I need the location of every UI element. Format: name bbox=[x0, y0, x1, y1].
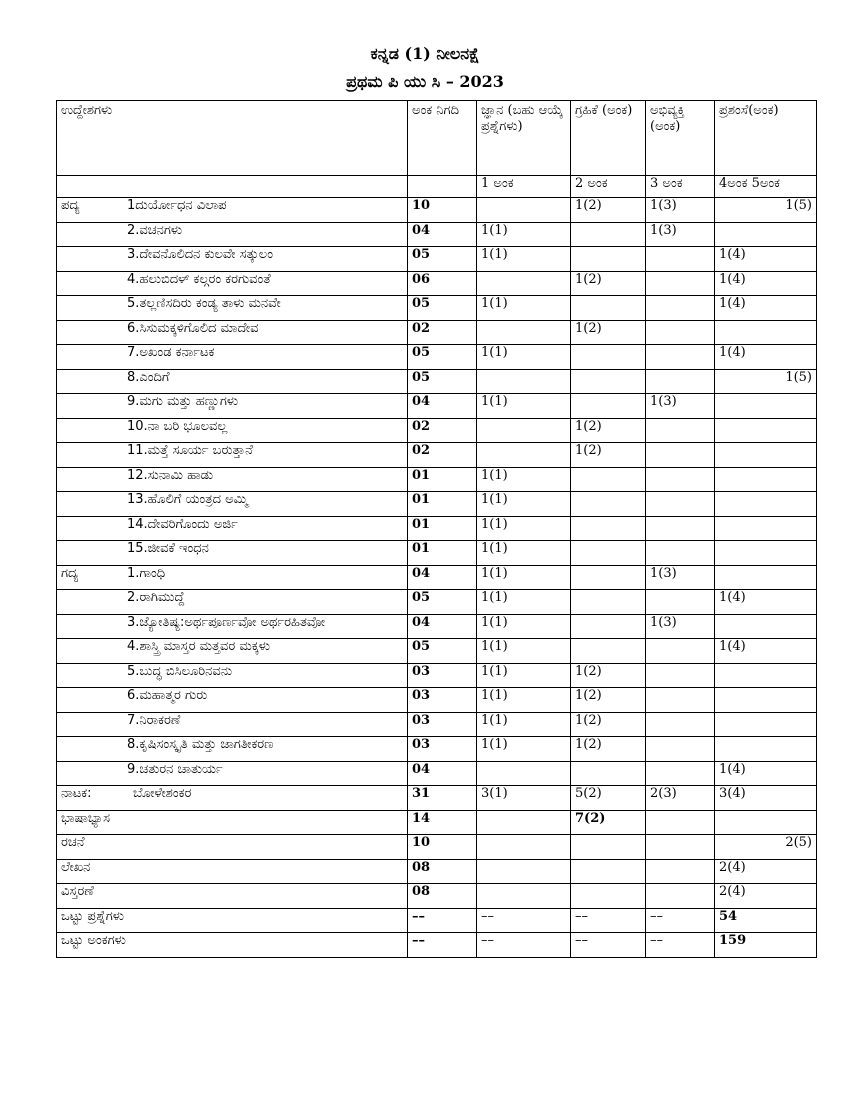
knowledge-cell bbox=[477, 443, 571, 468]
expression-cell bbox=[646, 835, 715, 860]
comprehension-cell bbox=[571, 492, 646, 517]
lesson-name: 14.ದೇವರಿಗೊಂದು ಅರ್ಜಿ bbox=[127, 516, 238, 532]
marks-cell: 04 bbox=[408, 565, 477, 590]
comprehension-cell bbox=[571, 369, 646, 394]
appreciation-cell: 1(4) bbox=[715, 247, 817, 272]
expression-cell bbox=[646, 443, 715, 468]
table-row bbox=[57, 418, 817, 443]
expression-cell bbox=[646, 761, 715, 786]
objective-cell bbox=[57, 247, 408, 272]
objective-cell bbox=[57, 271, 408, 296]
lesson-name: 3.ಜ್ಯೋತಿಷ್ಯ:ಅರ್ಥಪೂರ್ಣವೋ ಅರ್ಥರಹಿತವೋ bbox=[127, 614, 326, 630]
objective-cell bbox=[57, 859, 408, 884]
lesson-name: 6.ಸಿಸುಮಕ್ಕಳಿಗೊಲಿದ ಮಾದೇವ bbox=[127, 320, 259, 336]
table-row bbox=[57, 908, 817, 933]
expression-cell bbox=[646, 271, 715, 296]
expression-cell bbox=[646, 418, 715, 443]
table-row bbox=[57, 590, 817, 615]
section-label: ಗದ್ಯ bbox=[61, 565, 79, 581]
objective-cell bbox=[57, 492, 408, 517]
knowledge-cell: 1(1) bbox=[477, 467, 571, 492]
marks-cell: 03 bbox=[408, 663, 477, 688]
appreciation-cell: 1(4) bbox=[715, 271, 817, 296]
objective-cell bbox=[57, 418, 408, 443]
objective-cell bbox=[57, 933, 408, 958]
knowledge-cell bbox=[477, 271, 571, 296]
lesson-name: 6.ಮಹಾತ್ಮರ ಗುರು bbox=[127, 688, 208, 703]
objective-cell bbox=[57, 712, 408, 737]
comprehension-cell bbox=[571, 467, 646, 492]
expression-cell: –– bbox=[646, 908, 715, 933]
marks-cell: 01 bbox=[408, 467, 477, 492]
comprehension-cell: 1(2) bbox=[571, 443, 646, 468]
knowledge-cell bbox=[477, 198, 571, 223]
knowledge-cell: 1(1) bbox=[477, 712, 571, 737]
lesson-name: 5.ಬುದ್ಧ ಬಿಸಿಲೂರಿನವನು bbox=[127, 663, 233, 679]
section-label: ಲೇಖನ bbox=[61, 859, 91, 875]
header-knowledge: ಜ್ಞಾನ (ಬಹು ಆಯ್ಕೆ ಪ್ರಶ್ನೆಗಳು) bbox=[477, 101, 571, 176]
marks-cell: 02 bbox=[408, 443, 477, 468]
comprehension-cell: –– bbox=[571, 908, 646, 933]
expression-cell: 2(3) bbox=[646, 786, 715, 811]
marks-cell: 05 bbox=[408, 345, 477, 370]
expression-cell bbox=[646, 663, 715, 688]
expression-cell bbox=[646, 737, 715, 762]
section-label: ವಿಸ್ತರಣೆ bbox=[61, 884, 94, 899]
marks-cell: 04 bbox=[408, 394, 477, 419]
lesson-name: 1ದುರ್ಯೋಧನ ವಿಲಾಪ bbox=[127, 198, 227, 213]
section-label: ರಚನೆ bbox=[61, 835, 85, 850]
appreciation-cell bbox=[715, 688, 817, 713]
appreciation-cell: 2(5) bbox=[715, 835, 817, 860]
knowledge-cell bbox=[477, 761, 571, 786]
objective-cell bbox=[57, 222, 408, 247]
knowledge-cell: 1(1) bbox=[477, 345, 571, 370]
objective-cell bbox=[57, 320, 408, 345]
expression-cell: 1(3) bbox=[646, 198, 715, 223]
comprehension-cell: 1(2) bbox=[571, 688, 646, 713]
marks-cell: 03 bbox=[408, 688, 477, 713]
appreciation-cell bbox=[715, 492, 817, 517]
table-row bbox=[57, 663, 817, 688]
comprehension-cell bbox=[571, 222, 646, 247]
knowledge-cell bbox=[477, 859, 571, 884]
marks-cell: 02 bbox=[408, 320, 477, 345]
objective-cell bbox=[57, 296, 408, 321]
appreciation-cell bbox=[715, 320, 817, 345]
appreciation-cell bbox=[715, 737, 817, 762]
knowledge-cell: 1(1) bbox=[477, 492, 571, 517]
comprehension-cell: –– bbox=[571, 933, 646, 958]
appreciation-cell: 3(4) bbox=[715, 786, 817, 811]
appreciation-cell bbox=[715, 712, 817, 737]
appreciation-cell: 1(4) bbox=[715, 761, 817, 786]
objective-cell bbox=[57, 737, 408, 762]
appreciation-cell: 54 bbox=[715, 908, 817, 933]
section-label: ಪದ್ಯ bbox=[61, 198, 80, 213]
lesson-name: 1.ಗಾಂಧಿ bbox=[127, 565, 166, 581]
lesson-name: 4.ಹಲುಬಿದಳ್ ಕಲ್ಗರಂ ಕರಗುವಂತೆ bbox=[127, 271, 271, 287]
table-row bbox=[57, 198, 817, 223]
objective-cell bbox=[57, 786, 408, 811]
appreciation-cell bbox=[715, 418, 817, 443]
appreciation-cell bbox=[715, 810, 817, 835]
appreciation-cell bbox=[715, 443, 817, 468]
table-row bbox=[57, 933, 817, 958]
appreciation-cell: 1(5) bbox=[715, 369, 817, 394]
objective-cell bbox=[57, 810, 408, 835]
knowledge-cell: 1(1) bbox=[477, 222, 571, 247]
knowledge-cell: 1(1) bbox=[477, 565, 571, 590]
comprehension-cell bbox=[571, 835, 646, 860]
table-row bbox=[57, 320, 817, 345]
marks-cell: 08 bbox=[408, 884, 477, 909]
header-comprehension: ಗ್ರಹಿಕೆ (ಅಂಕ) bbox=[571, 101, 646, 176]
lesson-name: 9.ಚತುರನ ಚಾತುರ್ಯ bbox=[127, 761, 223, 777]
subheader-cell bbox=[57, 176, 408, 198]
expression-cell bbox=[646, 541, 715, 566]
table-row bbox=[57, 761, 817, 786]
knowledge-cell bbox=[477, 369, 571, 394]
marks-cell: 01 bbox=[408, 492, 477, 517]
comprehension-cell: 1(2) bbox=[571, 418, 646, 443]
objective-cell bbox=[57, 516, 408, 541]
table-row bbox=[57, 516, 817, 541]
marks-cell: 05 bbox=[408, 296, 477, 321]
appreciation-cell bbox=[715, 394, 817, 419]
header-marks-allotted: ಅಂಕ ನಿಗದಿ bbox=[408, 101, 477, 176]
table-row bbox=[57, 639, 817, 664]
knowledge-cell: 1(1) bbox=[477, 663, 571, 688]
objective-cell bbox=[57, 541, 408, 566]
lesson-name: 11.ಮತ್ತೆ ಸೂರ್ಯ ಬರುತ್ತಾನೆ bbox=[127, 443, 253, 458]
table-row bbox=[57, 394, 817, 419]
knowledge-cell: 1(1) bbox=[477, 590, 571, 615]
comprehension-cell: 1(2) bbox=[571, 320, 646, 345]
objective-cell bbox=[57, 663, 408, 688]
comprehension-cell bbox=[571, 247, 646, 272]
table-row bbox=[57, 492, 817, 517]
table-row bbox=[57, 810, 817, 835]
comprehension-cell: 1(2) bbox=[571, 271, 646, 296]
comprehension-cell bbox=[571, 761, 646, 786]
knowledge-cell bbox=[477, 884, 571, 909]
lesson-name: 7.ಅಖಂಡ ಕರ್ನಾಟಕ bbox=[127, 345, 215, 360]
table-row bbox=[57, 222, 817, 247]
comprehension-cell: 1(2) bbox=[571, 198, 646, 223]
comprehension-cell: 1(2) bbox=[571, 737, 646, 762]
document-title: ಕನ್ನಡ (1) ನೀಲನಕ್ಷೆ bbox=[370, 44, 480, 63]
marks-cell: 05 bbox=[408, 247, 477, 272]
knowledge-cell bbox=[477, 320, 571, 345]
marks-cell: –– bbox=[408, 933, 477, 958]
objective-cell bbox=[57, 443, 408, 468]
knowledge-cell: 3(1) bbox=[477, 786, 571, 811]
document-subtitle: ಪ್ರಥಮ ಪಿ ಯು ಸಿ – 2023 bbox=[346, 72, 504, 91]
knowledge-cell: –– bbox=[477, 908, 571, 933]
knowledge-cell: 1(1) bbox=[477, 614, 571, 639]
comprehension-cell bbox=[571, 541, 646, 566]
objective-cell bbox=[57, 590, 408, 615]
lesson-name: 15.ಜೀವಕೆ ಇಂಧನ bbox=[127, 541, 209, 556]
table-row bbox=[57, 737, 817, 762]
expression-cell bbox=[646, 467, 715, 492]
knowledge-cell bbox=[477, 418, 571, 443]
marks-cell: 03 bbox=[408, 737, 477, 762]
table-row bbox=[57, 712, 817, 737]
lesson-name: 12.ಸುನಾಮಿ ಹಾಡು bbox=[127, 467, 214, 483]
expression-cell: 1(3) bbox=[646, 565, 715, 590]
table-row bbox=[57, 541, 817, 566]
lesson-name: 8.ಕೃಷಿಸಂಸ್ಕೃತಿ ಮತ್ತು ಜಾಗತೀಕರಣ bbox=[127, 737, 274, 752]
subheader-cell bbox=[408, 176, 477, 198]
objective-cell bbox=[57, 467, 408, 492]
table-row bbox=[57, 835, 817, 860]
marks-cell: 01 bbox=[408, 541, 477, 566]
lesson-name: 7.ನಿರಾಕರಣೆ bbox=[127, 712, 181, 728]
table-row bbox=[57, 467, 817, 492]
appreciation-cell bbox=[715, 663, 817, 688]
expression-cell bbox=[646, 859, 715, 884]
objective-cell bbox=[57, 394, 408, 419]
header-expression: ಅಭಿವ್ಯಕ್ತಿ (ಅಂಕ) bbox=[646, 101, 715, 176]
expression-cell bbox=[646, 345, 715, 370]
marks-cell: 01 bbox=[408, 516, 477, 541]
header-appreciation: ಪ್ರಶಂಸೆ(ಅಂಕ) bbox=[715, 101, 817, 176]
expression-cell bbox=[646, 320, 715, 345]
objective-cell bbox=[57, 614, 408, 639]
knowledge-cell: 1(1) bbox=[477, 247, 571, 272]
comprehension-cell bbox=[571, 345, 646, 370]
objective-cell bbox=[57, 639, 408, 664]
appreciation-cell: 2(4) bbox=[715, 859, 817, 884]
table-row bbox=[57, 296, 817, 321]
table-row bbox=[57, 369, 817, 394]
knowledge-cell: 1(1) bbox=[477, 296, 571, 321]
marks-cell: 04 bbox=[408, 761, 477, 786]
lesson-name: 8.ಎಂದಿಗೆ bbox=[127, 369, 170, 385]
knowledge-cell: 1(1) bbox=[477, 516, 571, 541]
header-row bbox=[57, 101, 817, 176]
comprehension-cell bbox=[571, 614, 646, 639]
comprehension-cell: 7(2) bbox=[571, 810, 646, 835]
marks-cell: 05 bbox=[408, 369, 477, 394]
marks-cell: 05 bbox=[408, 639, 477, 664]
expression-cell bbox=[646, 884, 715, 909]
expression-cell bbox=[646, 590, 715, 615]
knowledge-cell: 1(1) bbox=[477, 639, 571, 664]
subheader-cell: 1 ಅಂಕ bbox=[477, 176, 571, 198]
expression-cell bbox=[646, 492, 715, 517]
appreciation-cell: 1(4) bbox=[715, 590, 817, 615]
marks-cell: 10 bbox=[408, 835, 477, 860]
lesson-name: 2.ವಚನಗಳು bbox=[127, 222, 183, 238]
appreciation-cell bbox=[715, 467, 817, 492]
marks-cell: 06 bbox=[408, 271, 477, 296]
appreciation-cell bbox=[715, 222, 817, 247]
section-label: ಒಟ್ಟು ಅಂಕಗಳು bbox=[61, 933, 126, 948]
marks-cell: 14 bbox=[408, 810, 477, 835]
objective-cell bbox=[57, 369, 408, 394]
expression-cell bbox=[646, 688, 715, 713]
expression-cell: –– bbox=[646, 933, 715, 958]
table-row bbox=[57, 271, 817, 296]
table-row bbox=[57, 786, 817, 811]
comprehension-cell: 5(2) bbox=[571, 786, 646, 811]
comprehension-cell bbox=[571, 859, 646, 884]
marks-cell: 03 bbox=[408, 712, 477, 737]
comprehension-cell bbox=[571, 394, 646, 419]
objective-cell bbox=[57, 884, 408, 909]
marks-cell: 02 bbox=[408, 418, 477, 443]
header-objectives: ಉದ್ದೇಶಗಳು bbox=[57, 101, 408, 176]
table-row bbox=[57, 614, 817, 639]
blueprint-table bbox=[56, 100, 817, 958]
objective-cell bbox=[57, 345, 408, 370]
marks-cell: –– bbox=[408, 908, 477, 933]
lesson-name: 2.ರಾಗಿಮುದ್ದೆ bbox=[127, 590, 185, 605]
knowledge-cell: –– bbox=[477, 933, 571, 958]
objective-cell bbox=[57, 198, 408, 223]
lesson-name: 4.ಶಾಸ್ತ್ರಿ ಮಾಸ್ತರ ಮತ್ತವರ ಮಕ್ಕಳು bbox=[127, 639, 270, 654]
appreciation-cell: 1(5) bbox=[715, 198, 817, 223]
marks-cell: 08 bbox=[408, 859, 477, 884]
knowledge-cell bbox=[477, 810, 571, 835]
subheader-row bbox=[57, 176, 817, 198]
table-row bbox=[57, 247, 817, 272]
expression-cell bbox=[646, 810, 715, 835]
expression-cell: 1(3) bbox=[646, 614, 715, 639]
subheader-cell: 2 ಅಂಕ bbox=[571, 176, 646, 198]
comprehension-cell bbox=[571, 296, 646, 321]
lesson-name: 3.ದೇವನೊಲಿದನ ಕುಲವೇ ಸತ್ಕುಲಂ bbox=[127, 247, 273, 262]
lesson-name: ಬೋಳೇಶಂಕರ bbox=[133, 786, 192, 801]
appreciation-cell: 1(4) bbox=[715, 345, 817, 370]
appreciation-cell: 1(4) bbox=[715, 639, 817, 664]
comprehension-cell bbox=[571, 639, 646, 664]
comprehension-cell: 1(2) bbox=[571, 663, 646, 688]
lesson-name: 13.ಹೊಲಿಗೆ ಯಂತ್ರದ ಅಮ್ಮಿ bbox=[127, 492, 248, 507]
marks-cell: 31 bbox=[408, 786, 477, 811]
subheader-cell: 4ಅಂಕ 5ಅಂಕ bbox=[715, 176, 817, 198]
subheader-cell: 3 ಅಂಕ bbox=[646, 176, 715, 198]
expression-cell bbox=[646, 639, 715, 664]
marks-cell: 04 bbox=[408, 614, 477, 639]
comprehension-cell bbox=[571, 516, 646, 541]
lesson-name: 5.ತಲ್ಲಣಿಸದಿರು ಕಂಡ್ಯ ತಾಳು ಮನವೇ bbox=[127, 296, 281, 311]
table-row bbox=[57, 688, 817, 713]
expression-cell bbox=[646, 516, 715, 541]
objective-cell bbox=[57, 908, 408, 933]
comprehension-cell bbox=[571, 590, 646, 615]
objective-cell bbox=[57, 835, 408, 860]
appreciation-cell: 1(4) bbox=[715, 296, 817, 321]
knowledge-cell: 1(1) bbox=[477, 737, 571, 762]
comprehension-cell bbox=[571, 565, 646, 590]
comprehension-cell bbox=[571, 884, 646, 909]
objective-cell bbox=[57, 565, 408, 590]
knowledge-cell bbox=[477, 835, 571, 860]
knowledge-cell: 1(1) bbox=[477, 394, 571, 419]
expression-cell bbox=[646, 712, 715, 737]
appreciation-cell bbox=[715, 565, 817, 590]
expression-cell bbox=[646, 247, 715, 272]
knowledge-cell: 1(1) bbox=[477, 541, 571, 566]
table-row bbox=[57, 345, 817, 370]
table-row bbox=[57, 565, 817, 590]
objective-cell bbox=[57, 761, 408, 786]
marks-cell: 04 bbox=[408, 222, 477, 247]
comprehension-cell: 1(2) bbox=[571, 712, 646, 737]
objective-cell bbox=[57, 688, 408, 713]
table-row bbox=[57, 884, 817, 909]
appreciation-cell: 159 bbox=[715, 933, 817, 958]
appreciation-cell bbox=[715, 541, 817, 566]
expression-cell: 1(3) bbox=[646, 222, 715, 247]
expression-cell: 1(3) bbox=[646, 394, 715, 419]
expression-cell bbox=[646, 369, 715, 394]
appreciation-cell: 2(4) bbox=[715, 884, 817, 909]
table-row bbox=[57, 443, 817, 468]
section-label: ಒಟ್ಟು ಪ್ರಶ್ನೆಗಳು bbox=[61, 908, 124, 924]
table-row bbox=[57, 859, 817, 884]
appreciation-cell bbox=[715, 516, 817, 541]
expression-cell bbox=[646, 296, 715, 321]
lesson-name: 9.ಮಗು ಮತ್ತು ಹಣ್ಣುಗಳು bbox=[127, 394, 239, 409]
section-label: ಭಾಷಾಭ್ಯಾಸ bbox=[61, 810, 111, 826]
marks-cell: 10 bbox=[408, 198, 477, 223]
knowledge-cell: 1(1) bbox=[477, 688, 571, 713]
lesson-name: 10.ನಾ ಬರಿ ಭೂಲವಲ್ಲ bbox=[127, 418, 228, 434]
section-label: ನಾಟಕ: bbox=[61, 786, 92, 801]
appreciation-cell bbox=[715, 614, 817, 639]
marks-cell: 05 bbox=[408, 590, 477, 615]
